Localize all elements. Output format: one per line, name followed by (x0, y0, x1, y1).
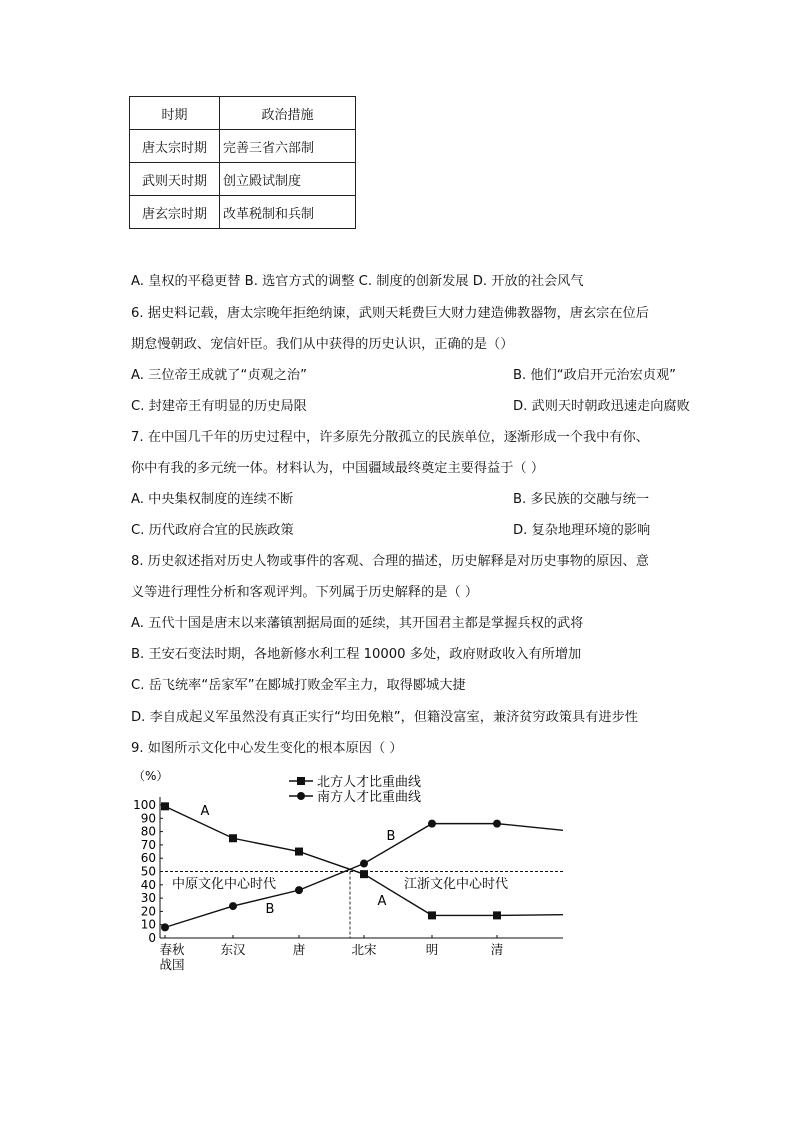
q7-option-b: B. 多民族的交融与统一 (513, 492, 650, 507)
data-point-south (428, 820, 436, 828)
data-point-north (493, 911, 501, 919)
legend-marker-circle (297, 792, 305, 800)
data-point-north (295, 848, 303, 856)
y-tick-label: 100 (133, 798, 156, 812)
y-tick-label: 30 (140, 891, 156, 906)
q7-stem-line1: 7. 在中国几千年的历史过程中，许多原先分散孤立的民族单位，逐渐形成一个我中有你、 (131, 430, 649, 445)
q8-stem-line1: 8. 历史叙述指对历史人物或事件的客观、合理的描述，历史解释是对历史事物的原因、意 (131, 554, 649, 569)
y-tick-label: 40 (140, 877, 156, 892)
data-point-south (229, 902, 237, 910)
x-tick-label: 北宋 (351, 942, 377, 957)
y-tick-label: 10 (140, 917, 156, 932)
data-point-north (360, 870, 368, 878)
y-tick-label: 70 (140, 837, 156, 852)
chart-static-layer (133, 769, 168, 783)
data-point-south (493, 820, 501, 828)
q7-option-c: C. 历代政府合宜的民族政策 (131, 523, 294, 538)
q5-options: A. 皇权的平稳更替 B. 选官方式的调整 C. 制度的创新发展 D. 开放的社会风气 (131, 274, 584, 289)
x-tick-label: 战国 (159, 957, 185, 972)
q8-option-d: D. 李自成起义军虽然没有真正实行“均田免粮”，但籍没富室，兼济贫穷政策具有进步性 (131, 710, 638, 725)
chart-dynamic-layer (133, 774, 563, 972)
region-label-central-plains: 中原文化中心时代 (172, 877, 277, 892)
x-tick-label: 东汉 (220, 942, 246, 957)
y-tick-label: 80 (140, 824, 156, 839)
y-tick-label: 50 (140, 864, 156, 879)
y-tick-label: 0 (148, 931, 156, 945)
table-header-period: 时期 (130, 97, 220, 130)
x-tick-label: 春秋 (159, 942, 185, 957)
data-point-south (295, 886, 303, 894)
q6-option-d: D. 武则天时朝政迅速走向腐败 (513, 399, 690, 414)
x-tick-label: 明 (425, 942, 439, 957)
y-tick-label: 90 (140, 811, 156, 826)
q8-option-c: C. 岳飞统率“岳家军”在郾城打败金军主力，取得郾城大捷 (131, 678, 466, 693)
q7-option-d: D. 复杂地理环境的影响 (513, 523, 651, 538)
y-tick-label: 20 (140, 904, 156, 919)
x-tick-label: 清 (490, 942, 504, 957)
q8-stem-line2: 义等进行理性分析和客观评判。下列属于历史解释的是（ ） (131, 585, 479, 600)
q6-stem-line2: 期怠慢朝政、宠信奸臣。我们从中获得的历史认识，正确的是（） (131, 337, 514, 352)
data-point-south (161, 923, 169, 931)
q9-stem: 9. 如图所示文化中心发生变化的根本原因（ ） (131, 741, 403, 756)
q7-option-a: A. 中央集权制度的连续不断 (131, 492, 294, 507)
y-tick-label: 60 (140, 851, 156, 866)
q7-stem-line2: 你中有我的多元统一体。材料认为，中国疆域最终奠定主要得益于（ ） (131, 461, 545, 476)
q6-stem-line1: 6. 据史料记载，唐太宗晚年拒绝纳谏，武则天耗费巨大财力建造佛教器物，唐玄宗在位后 (131, 306, 649, 321)
table-cell: 改革税制和兵制 (220, 196, 356, 229)
data-point-north (229, 834, 237, 842)
table-cell: 唐玄宗时期 (130, 196, 220, 229)
data-point-south (360, 860, 368, 868)
data-point-north (428, 911, 436, 919)
q6-option-c: C. 封建帝王有明显的历史局限 (131, 399, 307, 414)
q6-option-b: B. 他们“政启开元治宏贞观” (513, 368, 676, 383)
table-cell: 完善三省六部制 (220, 130, 356, 163)
table-cell: 武则天时期 (130, 163, 220, 196)
data-point-north (161, 802, 169, 810)
legend-label: 南方人才比重曲线 (317, 790, 422, 805)
y-axis-label: （%） (133, 769, 169, 783)
curve-label: A (200, 804, 210, 819)
region-label-jiangzhe: 江浙文化中心时代 (404, 877, 509, 892)
table-header-measure: 政治措施 (220, 97, 356, 130)
x-tick-label: 唐 (292, 942, 306, 957)
curve-label: A (377, 894, 387, 909)
table-cell: 唐太宗时期 (130, 130, 220, 163)
curve-label: B (265, 902, 275, 917)
q6-option-a: A. 三位帝王成就了“贞观之治” (131, 368, 307, 383)
legend-label: 北方人才比重曲线 (317, 775, 422, 790)
table-cell: 创立殿试制度 (220, 163, 356, 196)
curve-label: B (386, 829, 396, 844)
q8-option-b: B. 王安石变法时期，各地新修水利工程 10000 多处，政府财政收入有所增加 (131, 647, 582, 662)
legend-marker-square (297, 777, 305, 785)
q8-option-a: A. 五代十国是唐末以来藩镇割据局面的延续，其开国君主都是掌握兵权的武将 (131, 616, 584, 631)
